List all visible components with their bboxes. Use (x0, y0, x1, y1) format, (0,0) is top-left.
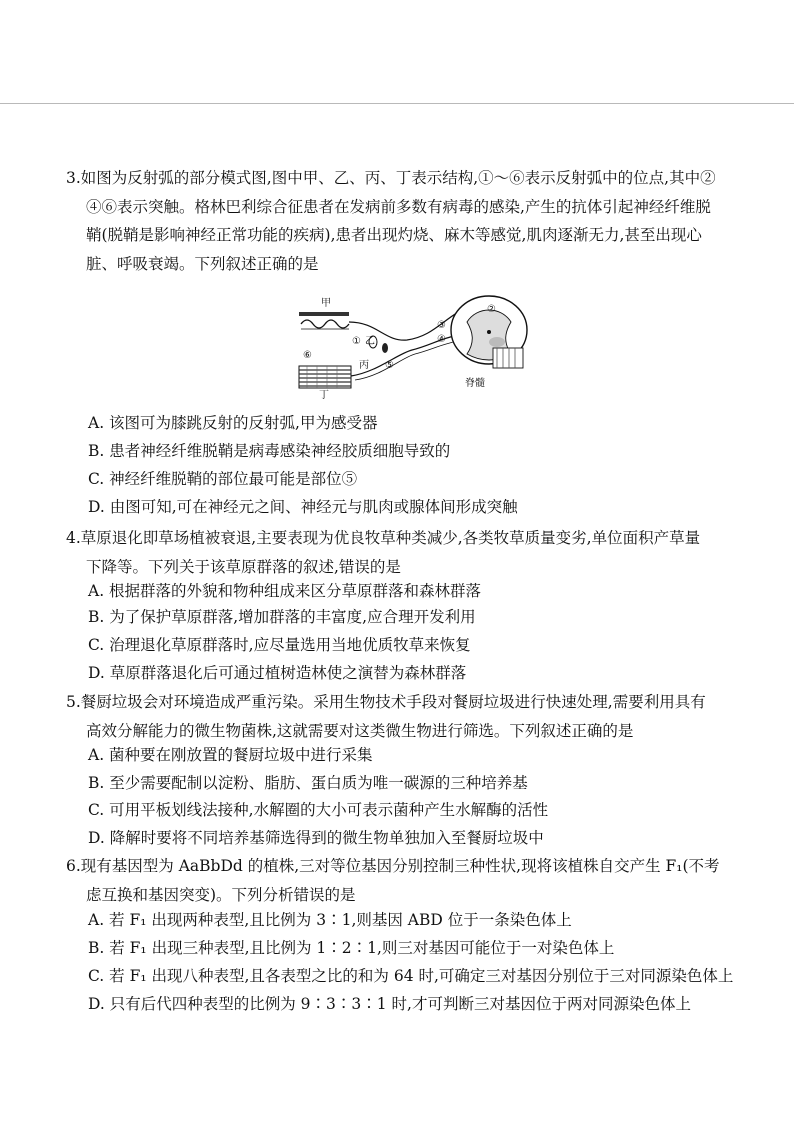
header-divider (0, 103, 794, 104)
question-3-option-b: B. 患者神经纤维脱鞘是病毒感染神经胶质细胞导致的 (88, 442, 451, 460)
question-3-option-d: D. 由图可知,可在神经元之间、神经元与肌肉或腺体间形成突触 (88, 498, 518, 516)
question-5-stem (66, 688, 746, 745)
point-5: ⑤ (385, 360, 394, 371)
question-5-option-b: B. 至少需要配制以淀粉、脂肪、蛋白质为唯一碳源的三种培养基 (88, 774, 528, 792)
stem-line: 如图为反射弧的部分模式图,图中甲、乙、丙、丁表示结构,①～⑥表示反射弧中的位点,其中② (80, 169, 716, 187)
question-3-option-a: A. 该图可为膝跳反射的反射弧,甲为感受器 (88, 414, 378, 432)
reflex-arc-figure (297, 292, 532, 400)
question-4-stem (66, 524, 746, 581)
question-3-stem (66, 164, 746, 278)
stem-line: 脏、呼吸衰竭。下列叙述正确的是 (86, 254, 319, 273)
question-6-stem (66, 852, 746, 909)
question-4-option-a: A. 根据群落的外貌和物种组成来区分草原群落和森林群落 (88, 582, 482, 600)
question-6-option-d: D. 只有后代四种表型的比例为 9∶3∶3∶1 时,才可判断三对基因位于两对同源染色体上 (88, 995, 691, 1013)
stem-line: 虑互换和基因突变)。下列分析错误的是 (86, 885, 356, 904)
question-3-option-c: C. 神经纤维脱鞘的部位最可能是部位⑤ (88, 470, 358, 488)
stem-line: 下降等。下列关于该草原群落的叙述,错误的是 (86, 557, 401, 576)
point-4: ④ (437, 334, 446, 345)
stem-line: 餐厨垃圾会对环境造成严重污染。采用生物技术手段对餐厨垃圾进行快速处理,需要利用具有 (80, 693, 706, 711)
question-number: 6. (66, 857, 81, 875)
label-yi: 乙 (365, 336, 375, 347)
stem-line: 现有基因型为 AaBbDd 的植株,三对等位基因分别控制三种性状,现将该植株自交产生 F₁(不考 (80, 857, 720, 875)
stem-line: 高效分解能力的微生物菌株,这就需要对这类微生物进行筛选。下列叙述正确的是 (86, 721, 634, 740)
label-spinal-cord: 脊髓 (465, 378, 485, 389)
point-1: ① (352, 336, 361, 347)
question-number: 3. (66, 169, 81, 187)
question-4-option-b: B. 为了保护草原群落,增加群落的丰富度,应合理开发利用 (88, 608, 476, 626)
question-6-option-c: C. 若 F₁ 出现八种表型,且各表型之比的和为 64 时,可确定三对基因分别位于三对同源染色体上 (88, 967, 734, 985)
label-ding: 丁 (319, 390, 329, 400)
receptor-jia (299, 312, 349, 329)
question-5-option-d: D. 降解时要将不同培养基筛选得到的微生物单独加入至餐厨垃圾中 (88, 829, 544, 847)
question-6-option-b: B. 若 F₁ 出现三种表型,且比例为 1∶2∶1,则三对基因可能位于一对染色体上 (88, 939, 615, 957)
muscle-ding (299, 366, 351, 388)
point-3: ③ (437, 320, 446, 331)
question-number: 4. (66, 529, 81, 547)
point-6: ⑥ (303, 350, 312, 361)
question-6-option-a: A. 若 F₁ 出现两种表型,且比例为 3∶1,则基因 ABD 位于一条染色体上 (88, 911, 572, 929)
stem-line: 草原退化即草场植被衰退,主要表现为优良牧草种类减少,各类牧草质量变劣,单位面积产草量 (80, 529, 701, 547)
label-jia: 甲 (321, 298, 331, 309)
question-4-option-d: D. 草原群落退化后可通过植树造林使之演替为森林群落 (88, 664, 467, 682)
structure-bing (382, 343, 388, 353)
question-number: 5. (66, 693, 81, 711)
question-5-option-c: C. 可用平板划线法接种,水解圈的大小可表示菌种产生水解酶的活性 (88, 801, 549, 819)
question-5-option-a: A. 菌种要在刚放置的餐厨垃圾中进行采集 (88, 746, 373, 764)
question-4-option-c: C. 治理退化草原群落时,应尽量选用当地优质牧草来恢复 (88, 636, 471, 654)
reflex-arc-diagram (297, 292, 532, 400)
stem-line: ④⑥表示突触。格林巴利综合征患者在发病前多数有病毒的感染,产生的抗体引起神经纤维脱 (86, 197, 711, 216)
stem-line: 鞘(脱鞘是影响神经正常功能的疾病),患者出现灼烧、麻木等感觉,肌肉逐渐无力,甚至出现心 (86, 226, 702, 244)
point-2: ② (487, 304, 496, 315)
label-bing: 丙 (359, 360, 369, 371)
